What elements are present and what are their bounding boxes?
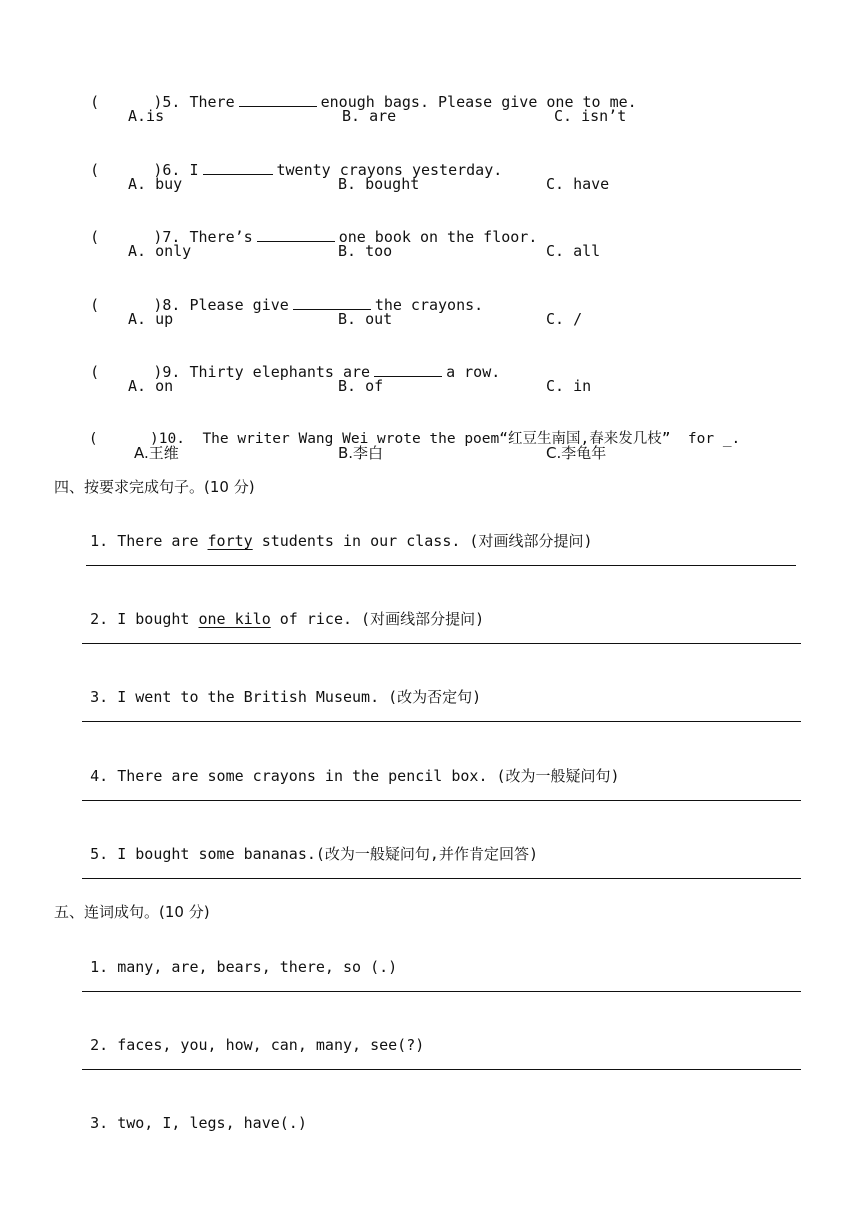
- item-number: 2.: [90, 1036, 109, 1054]
- option-c[interactable]: C. in: [546, 377, 592, 395]
- answer-paren[interactable]: ( ): [88, 431, 159, 447]
- answer-line[interactable]: [82, 721, 801, 722]
- item-number: 1.: [90, 532, 109, 550]
- question-number: 10.: [158, 431, 185, 447]
- option-b[interactable]: B. out: [338, 310, 393, 328]
- item-number: 1.: [90, 958, 109, 976]
- question-number: 7.: [162, 228, 181, 246]
- item-text: two, I, legs, have(.): [117, 1114, 307, 1132]
- answer-paren[interactable]: ( ): [90, 161, 163, 179]
- item-text: faces, you, how, can, many, see(?): [117, 1036, 425, 1054]
- answer-line[interactable]: [82, 1069, 801, 1070]
- item-text-pre: There are: [117, 532, 208, 550]
- option-a[interactable]: A. only: [128, 242, 192, 260]
- option-b[interactable]: B. of: [338, 377, 384, 395]
- underlined-word: one kilo: [198, 610, 271, 628]
- option-b[interactable]: B. bought: [338, 175, 420, 193]
- underlined-word: forty: [207, 532, 253, 550]
- answer-line[interactable]: [82, 991, 801, 992]
- option-b[interactable]: B. are: [342, 107, 397, 125]
- answer-paren[interactable]: ( ): [90, 296, 163, 314]
- question-number: 5.: [162, 93, 181, 111]
- answer-line[interactable]: [82, 878, 801, 879]
- option-a[interactable]: A. buy: [128, 175, 183, 193]
- answer-line[interactable]: [86, 565, 796, 566]
- question-number: 8.: [162, 296, 181, 314]
- question-text-post: the crayons.: [374, 296, 484, 314]
- question-text-pre: There’s: [189, 228, 253, 246]
- answer-blank[interactable]: [374, 362, 442, 377]
- answer-blank[interactable]: [239, 92, 317, 107]
- option-c[interactable]: C. /: [546, 310, 583, 328]
- answer-blank[interactable]: [257, 227, 335, 242]
- option-c[interactable]: C. have: [546, 175, 610, 193]
- answer-paren[interactable]: ( ): [90, 363, 163, 381]
- item-number: 5.: [90, 845, 109, 863]
- section-5-title: 五、连词成句。(10 分): [54, 903, 210, 921]
- question-number: 9.: [162, 363, 181, 381]
- item-text-post: students in our class. (对画线部分提问): [252, 532, 593, 550]
- question-text-post: one book on the floor.: [338, 228, 538, 246]
- item-text: I went to the British Museum. (改为否定句): [117, 688, 482, 706]
- question-text-post: twenty crayons yesterday.: [276, 161, 503, 179]
- item-text: I bought some bananas.(改为一般疑问句,并作肯定回答): [117, 845, 538, 863]
- option-b[interactable]: B.李白: [338, 444, 384, 462]
- answer-blank[interactable]: [203, 160, 273, 175]
- answer-blank[interactable]: [293, 295, 371, 310]
- section-4-title: 四、按要求完成句子。(10 分): [54, 478, 255, 496]
- item-text-post: of rice. (对画线部分提问): [270, 610, 485, 628]
- question-text-post: a row.: [446, 363, 501, 381]
- option-c[interactable]: C.李龟年: [546, 444, 607, 462]
- option-a[interactable]: A. up: [128, 310, 174, 328]
- item-number: 3.: [90, 688, 109, 706]
- item-text-pre: I bought: [117, 610, 199, 628]
- question-text-pre: I: [189, 161, 199, 179]
- answer-paren[interactable]: ( ): [90, 228, 163, 246]
- item-number: 2.: [90, 610, 109, 628]
- item-text: There are some crayons in the pencil box. (改为一般疑问句): [117, 767, 620, 785]
- option-c[interactable]: C. isn’t: [554, 107, 627, 125]
- answer-line[interactable]: [82, 643, 801, 644]
- question-text-pre: Thirty elephants are: [189, 363, 371, 381]
- question-number: 6.: [162, 161, 181, 179]
- item-number: 3.: [90, 1114, 109, 1132]
- option-b[interactable]: B. too: [338, 242, 393, 260]
- question-text-post: enough bags. Please give one to me.: [320, 93, 637, 111]
- answer-line[interactable]: [82, 800, 801, 801]
- question-text: The writer Wang Wei wrote the poem“红豆生南国,春来发几枝” for _.: [202, 431, 741, 447]
- question-text-pre: Please give: [189, 296, 289, 314]
- question-text-pre: There: [189, 93, 235, 111]
- option-a[interactable]: A.王维: [134, 444, 179, 462]
- item-text: many, are, bears, there, so (.): [117, 958, 398, 976]
- option-a[interactable]: A. on: [128, 377, 174, 395]
- answer-paren[interactable]: ( ): [90, 93, 163, 111]
- option-a[interactable]: A.is: [128, 107, 165, 125]
- option-c[interactable]: C. all: [546, 242, 601, 260]
- item-number: 4.: [90, 767, 109, 785]
